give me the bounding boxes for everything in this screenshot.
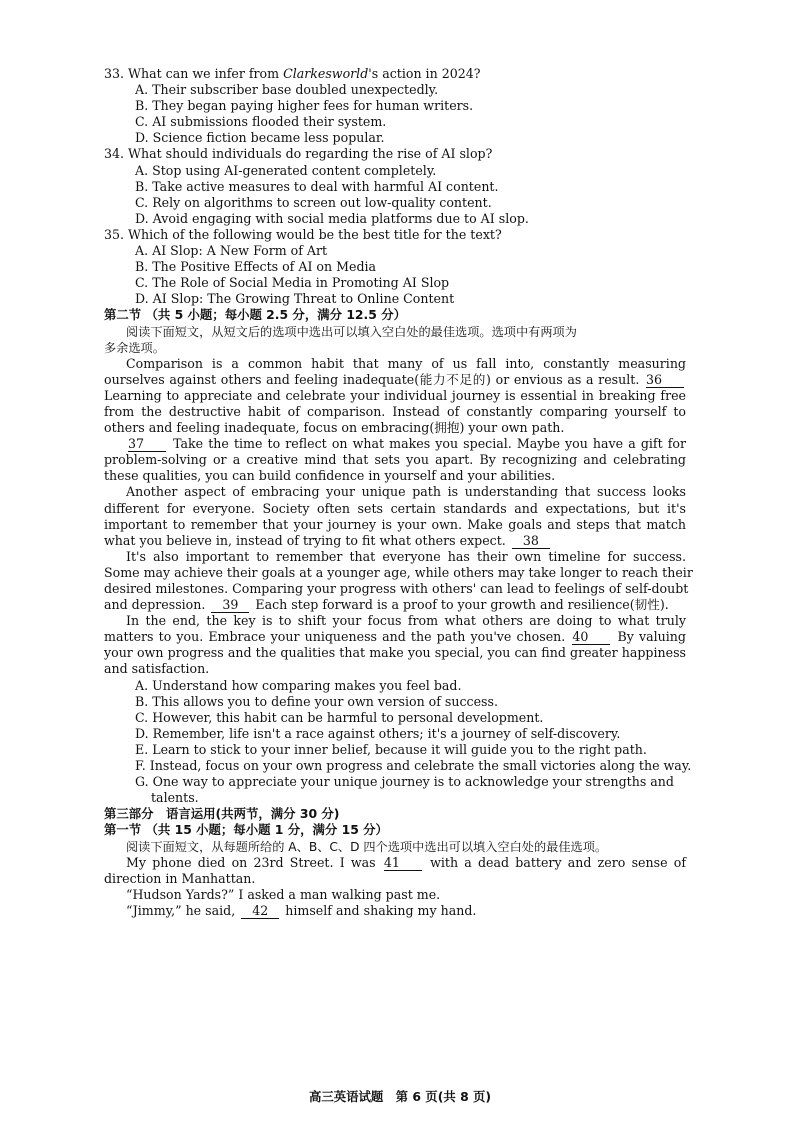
question-33-stem: 33. What can we infer from Clarkesworld's action in 2024? — [104, 66, 481, 81]
blank-38: 38 — [512, 534, 550, 549]
option: G. One way to appreciate your unique journey is to acknowledge your strengths and — [135, 774, 674, 790]
option: A. Understand how comparing makes you feel bad. — [135, 677, 462, 693]
option: B. This allows you to define your own version of success. — [135, 693, 498, 709]
option: B. The Positive Effects of AI on Media — [135, 259, 377, 275]
option: D. AI Slop: The Growing Threat to Online Content — [135, 291, 455, 307]
blank-41: 41 — [384, 856, 422, 871]
question-34-stem: 34. What should individuals do regarding the rise of AI slop? — [104, 146, 493, 162]
page-footer: 高三英语试题 第 6 页(共 8 页) — [308, 1089, 492, 1104]
question-35-stem: 35. Which of the following would be the best title for the text? — [104, 226, 502, 242]
option: A. Their subscriber base doubled unexpectedly. — [135, 82, 439, 98]
option: B. Take active measures to deal with harmful AI content. — [135, 178, 499, 194]
option: D. Remember, life isn't a race against others; it's a journey of self-discovery. — [135, 725, 621, 741]
option: C. The Role of Social Media in Promoting AI Slop — [135, 275, 450, 291]
passage-paragraph-1: Comparison is a common habit that many of us fall into, constantly measuring ourselves against others and feeling inadequate(能力不足的) or envious as a result. 36 Learning to appreciate and celebrate your individual journey is essential in breaking free from the destructive habit of comparison. Instead of constantly comparing yourself to others and feeling inadequate, focus on embracing(拥抱) your own path. — [104, 355, 686, 436]
passage-paragraph-5: In the end, the key is to shift your focus from what others are doing to what truly matters to you. Embrace your uniqueness and the path you've chosen. 40 By valuing your own progress and the qualities that make you special, you can find greater happiness and satisfaction. — [104, 613, 686, 677]
option: D. Avoid engaging with social media platforms due to AI slop. — [135, 210, 529, 226]
part-3-heading: 第三部分 语言运用(共两节，满分 30 分) — [104, 806, 340, 822]
section-2-instruction-cont: 多余选项。 — [104, 340, 165, 355]
passage-part-3: My phone died on 23rd Street. I was 41 with a dead battery and zero sense of direction in Manhattan. “Hudson Yards?” I asked a man walking past me. “Jimmy,” he said, 42 himself and shaking my hand. — [104, 854, 686, 918]
option: C. Rely on algorithms to screen out low-quality content. — [135, 194, 492, 210]
part-3-instruction: 阅读下面短文，从每题所给的 A、B、C、D 四个选项中选出可以填入空白处的最佳选项。 — [126, 839, 608, 854]
part-3-section-1-heading: 第一节 （共 15 小题；每小题 1 分，满分 15 分） — [104, 822, 388, 838]
blank-39: 39 — [211, 598, 249, 613]
option: C. However, this habit can be harmful to personal development. — [135, 709, 544, 725]
blank-37: 37 — [128, 437, 166, 452]
option: A. AI Slop: A New Form of Art — [135, 243, 328, 259]
blank-36: 36 — [646, 373, 684, 388]
passage-paragraph-3: Another aspect of embracing your unique path is understanding that success looks different for everyone. Society often sets certain standards and expectations, but it's important to remember that your journey is your own. Make goals and steps that match what you believe in, instead of trying to fit what others expect. 38 — [104, 484, 686, 548]
option: E. Learn to stick to your inner belief, because it will guide you to the right path. — [135, 741, 647, 757]
passage-paragraph-4: It's also important to remember that everyone has their own timeline for success. Some may achieve their goals at a younger age, while others may take longer to reach their desired milestones. Comparing your progress with others' can lead to feelings of self-doubt and depression. 39 Each step forward is a proof to your growth and resilience(韧性). — [104, 548, 693, 613]
blank-40: 40 — [572, 630, 610, 645]
option-cont: talents. — [151, 790, 199, 806]
blank-42: 42 — [241, 904, 279, 919]
option: A. Stop using AI-generated content completely. — [135, 162, 437, 178]
option: F. Instead, focus on your own progress and celebrate the small victories along the way. — [135, 758, 692, 774]
section-2-instruction: 阅读下面短文，从短文后的选项中选出可以填入空白处的最佳选项。选项中有两项为 — [126, 324, 577, 339]
option: D. Science fiction became less popular. — [135, 130, 385, 146]
passage-paragraph-2: 37 Take the time to reflect on what makes you special. Maybe you have a gift for problem-solving or a creative mind that sets you apart. By recognizing and celebrating these qualities, you can build confidence in yourself and your abilities. — [104, 436, 686, 484]
option: C. AI submissions flooded their system. — [135, 114, 387, 130]
option: B. They began paying higher fees for human writers. — [135, 98, 474, 114]
section-2-heading: 第二节 （共 5 小题；每小题 2.5 分，满分 12.5 分） — [104, 307, 406, 323]
exam-page — [104, 66, 693, 919]
